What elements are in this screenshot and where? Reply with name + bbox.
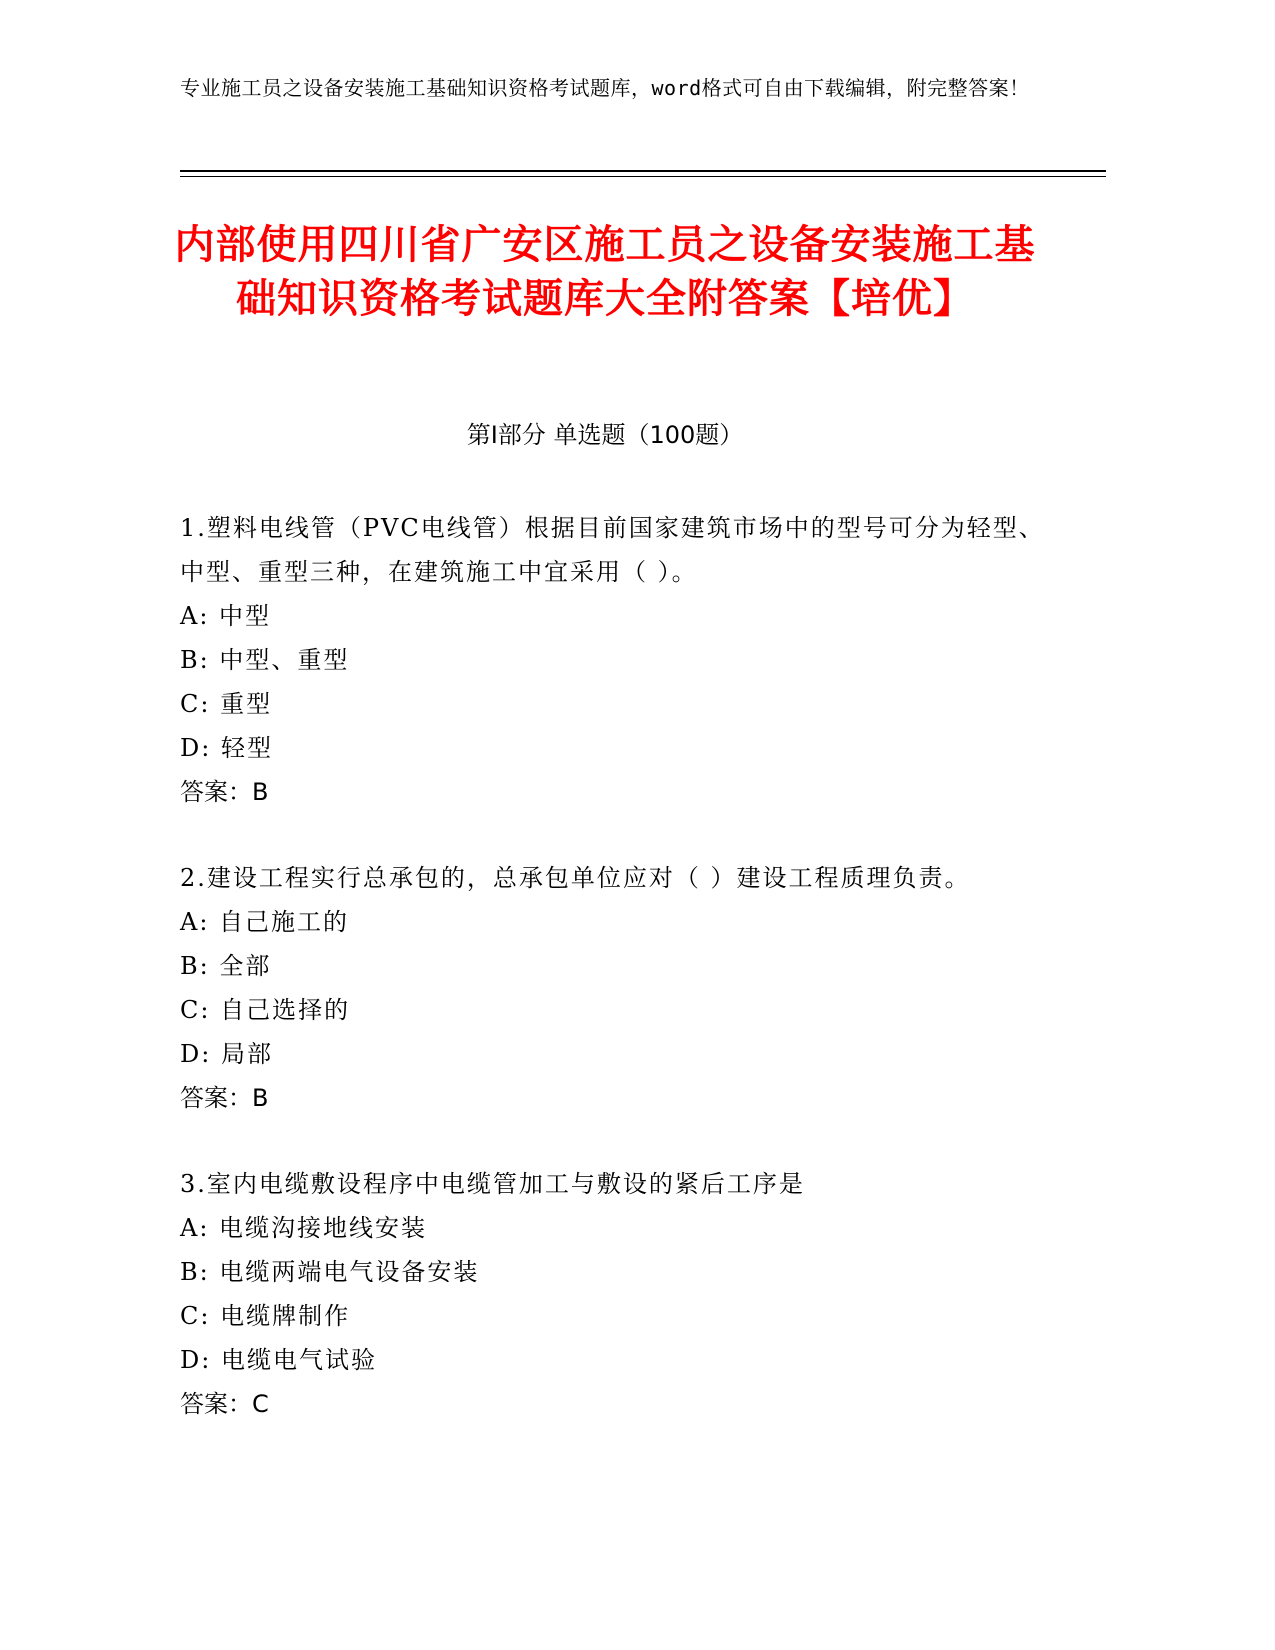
document-title: 内部使用四川省广安区施工员之设备安装施工基础知识资格考试题库大全附答案【培优】 <box>174 222 1036 322</box>
header-note: 专业施工员之设备安装施工基础知识资格考试题库，word格式可自由下载编辑，附完整答案！ <box>180 76 1030 100</box>
option-a: A: 电缆沟接地线安装 <box>180 1214 428 1242</box>
option-a: A: 自己施工的 <box>180 908 350 936</box>
option-c: C: 自己选择的 <box>180 996 351 1024</box>
question-3 <box>180 1162 1060 1426</box>
question-1 <box>180 506 1060 814</box>
question-spacer <box>180 814 1060 856</box>
question-spacer <box>180 1120 1060 1162</box>
option-b: B: 中型、重型 <box>180 646 350 674</box>
option-d: D: 轻型 <box>180 734 273 762</box>
question-2 <box>180 856 1060 1120</box>
answer: 答案：B <box>180 1084 269 1112</box>
option-b: B: 电缆两端电气设备安装 <box>180 1258 480 1286</box>
option-c: C: 重型 <box>180 690 273 718</box>
option-c: C: 电缆牌制作 <box>180 1302 351 1330</box>
question-list <box>180 506 1060 1426</box>
option-d: D: 局部 <box>180 1040 273 1068</box>
question-stem: 2.建设工程实行总承包的，总承包单位应对（ ）建设工程质理负责。 <box>180 864 971 892</box>
option-b: B: 全部 <box>180 952 272 980</box>
answer: 答案：B <box>180 778 269 806</box>
question-stem: 1.塑料电线管（PVC电线管）根据目前国家建筑市场中的型号可分为轻型、中型、重型三种，在建筑施工中宜采用（ ）。 <box>180 514 1045 586</box>
question-stem: 3.室内电缆敷设程序中电缆管加工与敷设的紧后工序是 <box>180 1170 805 1198</box>
header-rule-thick <box>180 170 1106 172</box>
header-rule-thin <box>180 176 1106 177</box>
option-d: D: 电缆电气试验 <box>180 1346 377 1374</box>
answer: 答案：C <box>180 1390 269 1418</box>
option-a: A: 中型 <box>180 602 272 630</box>
section-title: 第Ⅰ部分 单选题（100题） <box>466 421 744 449</box>
